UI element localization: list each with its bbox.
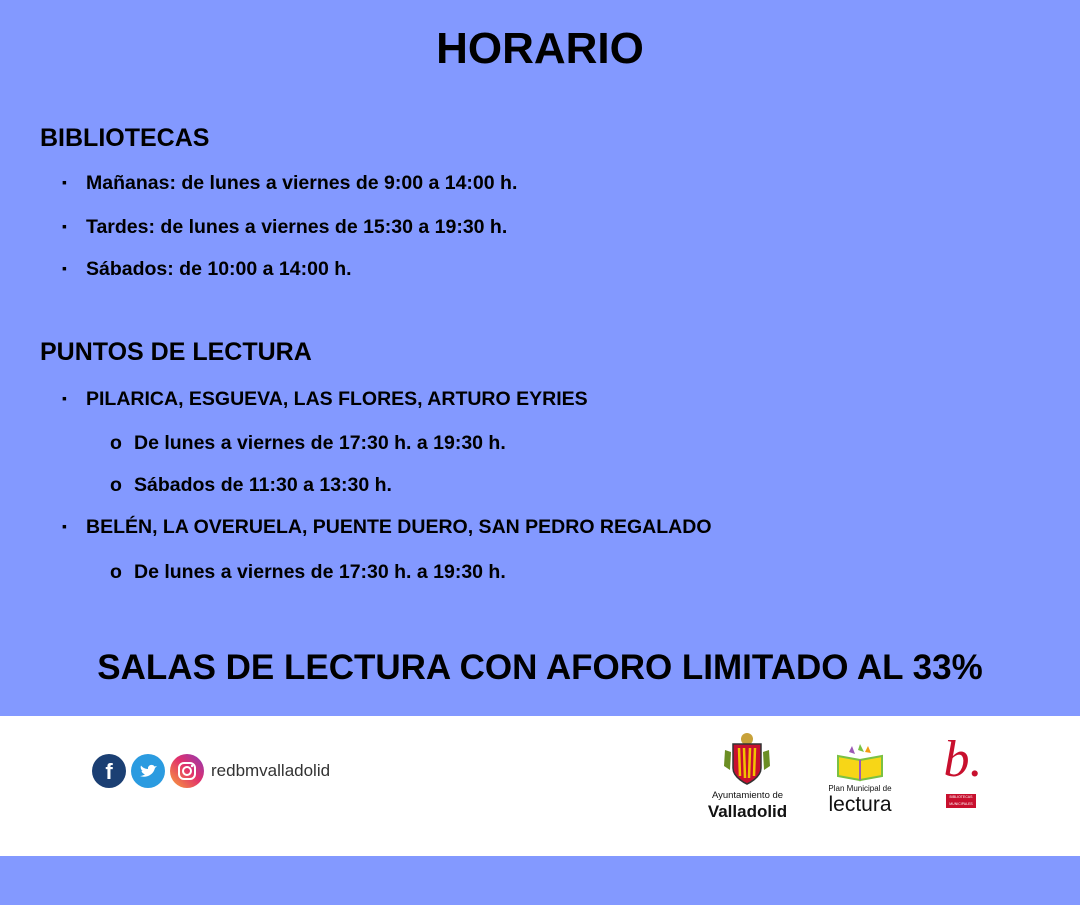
puntos-group-name: PILARICA, ESGUEVA, LAS FLORES, ARTURO EYRIES: [86, 388, 588, 410]
bibliotecas-item: [62, 258, 352, 281]
bibliotecas-item: [62, 216, 507, 239]
facebook-icon[interactable]: [92, 754, 126, 788]
ayuntamiento-line2: Valladolid: [707, 802, 788, 821]
sub-bullet-icon: o: [110, 432, 122, 454]
plan-lectura-logo: [822, 738, 898, 834]
bullet-icon: ▪: [62, 517, 67, 534]
bibliotecas-caption: BIBLIOTECAS MUNICIPALES: [949, 795, 973, 806]
bullet-icon: ▪: [62, 259, 67, 276]
puntos-group-name: BELÉN, LA OVERUELA, PUENTE DUERO, SAN PEDRO REGALADO: [86, 516, 712, 538]
page-title: HORARIO: [436, 24, 644, 73]
sub-bullet-icon: o: [110, 561, 122, 583]
bibliotecas-item-text: Mañanas: de lunes a viernes de 9:00 a 14:00 h.: [86, 172, 518, 194]
puntos-hours-text: De lunes a viernes de 17:30 h. a 19:30 h.: [134, 561, 506, 583]
bibliotecas-logo: [936, 732, 990, 822]
puntos-hours-text: Sábados de 11:30 a 13:30 h.: [134, 474, 392, 496]
social-handle[interactable]: redbmvalladolid: [211, 761, 331, 780]
puntos-hours-text: De lunes a viernes de 17:30 h. a 19:30 h.: [134, 432, 506, 454]
footer: [0, 716, 1080, 856]
puntos-group: [62, 516, 712, 539]
plan-line2: lectura: [828, 793, 892, 816]
ayuntamiento-logo: [700, 730, 795, 830]
puntos-heading: PUNTOS DE LECTURA: [40, 338, 312, 366]
bibliotecas-item: [62, 172, 517, 195]
ayuntamiento-line1: Ayuntamiento de: [711, 790, 784, 801]
puntos-hours: [110, 561, 506, 584]
bullet-icon: ▪: [62, 173, 67, 190]
bullet-icon: ▪: [62, 389, 67, 406]
bibliotecas-letter: b.: [943, 731, 983, 788]
book-icon: [822, 738, 898, 784]
puntos-hours: [110, 432, 506, 455]
coat-of-arms-icon: [700, 730, 795, 790]
capacity-notice: SALAS DE LECTURA CON AFORO LIMITADO AL 33%: [97, 648, 983, 687]
sub-bullet-icon: o: [110, 474, 122, 496]
bibliotecas-heading: BIBLIOTECAS: [40, 124, 210, 152]
puntos-group: [62, 388, 588, 411]
svg-text:f: f: [105, 759, 113, 784]
bibliotecas-caption-box: [946, 794, 976, 808]
instagram-icon[interactable]: [170, 754, 204, 788]
bibliotecas-item-text: Tardes: de lunes a viernes de 15:30 a 19:30 h.: [86, 216, 508, 238]
twitter-icon[interactable]: [131, 754, 165, 788]
plan-line1: Plan Municipal de: [828, 784, 892, 793]
puntos-hours: [110, 474, 392, 497]
bibliotecas-item-text: Sábados: de 10:00 a 14:00 h.: [86, 258, 352, 280]
social-links: [92, 754, 330, 788]
bullet-icon: ▪: [62, 217, 67, 234]
